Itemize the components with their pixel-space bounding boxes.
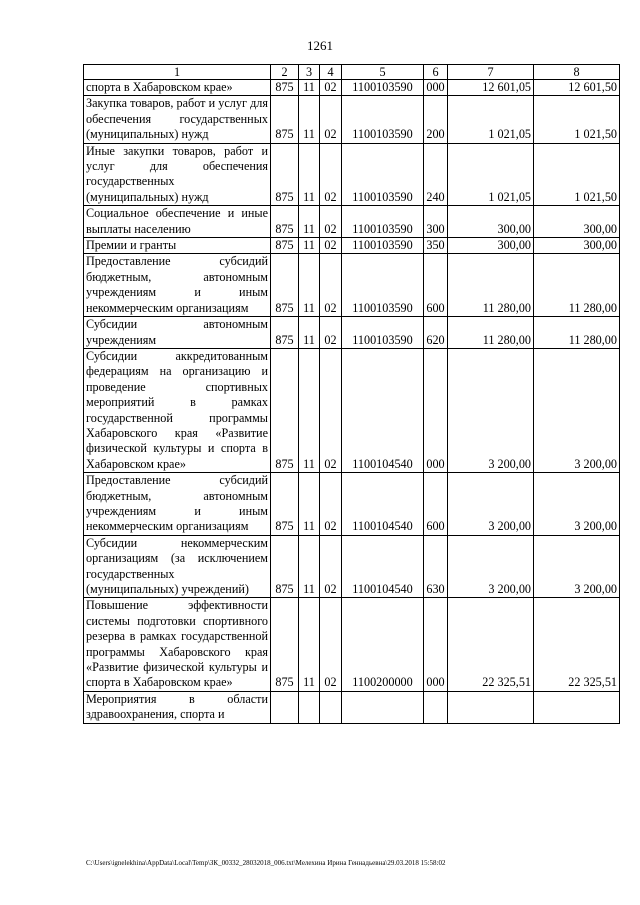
expense-type-cell: 300 [424,206,448,238]
row-name-cell: спорта в Хабаровском крае» [84,80,271,96]
column-header: 2 [271,65,299,80]
code-cell: 875 [271,238,299,254]
row-name-cell: Закупка товаров, работ и услуг для обеспечения государственных (муниципальных) нужд [84,96,271,143]
column-header: 6 [424,65,448,80]
code-cell: 875 [271,254,299,317]
amount-cell: 3 200,00 [448,473,534,536]
code-cell: 875 [271,80,299,96]
amount-cell: 1 021,50 [534,143,620,206]
amount-cell: 300,00 [448,206,534,238]
section-cell: 11 [299,254,320,317]
expense-type-cell: 000 [424,348,448,472]
table-row [84,96,620,143]
target-article-cell: 1100103590 [342,238,424,254]
expense-type-cell: 620 [424,317,448,349]
amount-cell: 11 280,00 [534,317,620,349]
amount-cell: 300,00 [448,238,534,254]
column-header: 1 [84,65,271,80]
amount-cell: 1 021,05 [448,96,534,143]
subsection-cell: 02 [320,473,342,536]
target-article-cell: 1100103590 [342,254,424,317]
subsection-cell: 02 [320,238,342,254]
table-row [84,535,620,598]
target-article-cell: 1100103590 [342,206,424,238]
amount-cell: 300,00 [534,238,620,254]
row-name-cell: Предоставление субсидий бюджетным, автономным учреждениям и иным некоммерческим организациям [84,254,271,317]
amount-cell: 1 021,05 [448,143,534,206]
page-number: 1261 [307,38,333,53]
table-row [84,598,620,691]
expense-type-cell: 600 [424,254,448,317]
subsection-cell: 02 [320,348,342,472]
table-row [84,317,620,349]
amount-cell: 3 200,00 [534,348,620,472]
code-cell: 875 [271,317,299,349]
section-cell: 11 [299,348,320,472]
subsection-cell: 02 [320,317,342,349]
header-row [84,65,620,80]
code-cell [271,691,299,723]
row-name-cell: Субсидии некоммерческим организациям (за исключением государственных (муниципальных) учреждений) [84,535,271,598]
table-row [84,238,620,254]
table-row [84,80,620,96]
code-cell: 875 [271,143,299,206]
subsection-cell [320,691,342,723]
target-article-cell: 1100103590 [342,317,424,349]
amount-cell [448,691,534,723]
section-cell: 11 [299,535,320,598]
table-row [84,473,620,536]
expense-type-cell: 630 [424,535,448,598]
column-header: 7 [448,65,534,80]
code-cell: 875 [271,473,299,536]
file-path-footer: C:\Users\ignelekhina\AppData\Local\Temp\ЗК_00332_28032018_006.txt\Мелехина Ирина Геннадьевна\29.03.2018 15:58:02 [86,859,446,867]
column-header: 4 [320,65,342,80]
amount-cell: 12 601,05 [448,80,534,96]
amount-cell: 3 200,00 [448,535,534,598]
expense-type-cell: 200 [424,96,448,143]
subsection-cell: 02 [320,143,342,206]
table-row [84,348,620,472]
row-name-cell: Иные закупки товаров, работ и услуг для обеспечения государственных (муниципальных) нужд [84,143,271,206]
expense-type-cell: 240 [424,143,448,206]
row-name-cell: Социальное обеспечение и иные выплаты населению [84,206,271,238]
expense-type-cell: 000 [424,598,448,691]
section-cell: 11 [299,238,320,254]
target-article-cell: 1100104540 [342,473,424,536]
amount-cell: 3 200,00 [534,473,620,536]
target-article-cell: 1100103590 [342,80,424,96]
target-article-cell: 1100104540 [342,348,424,472]
column-header: 8 [534,65,620,80]
amount-cell: 22 325,51 [448,598,534,691]
amount-cell [534,691,620,723]
subsection-cell: 02 [320,598,342,691]
budget-table [83,64,620,724]
amount-cell: 11 280,00 [534,254,620,317]
expense-type-cell: 000 [424,80,448,96]
table-row [84,206,620,238]
amount-cell: 3 200,00 [534,535,620,598]
section-cell: 11 [299,80,320,96]
expense-type-cell: 350 [424,238,448,254]
table-row [84,143,620,206]
row-name-cell: Субсидии автономным учреждениям [84,317,271,349]
amount-cell: 11 280,00 [448,317,534,349]
row-name-cell: Мероприятия в области здравоохранения, спорта и [84,691,271,723]
row-name-cell: Субсидии аккредитованным федерациям на организацию и проведение спортивных мероприятий в рамках государственной программы Хабаровского края «Развитие физической культуры и спорта в Хабаровском крае» [84,348,271,472]
section-cell [299,691,320,723]
column-header: 5 [342,65,424,80]
amount-cell: 11 280,00 [448,254,534,317]
code-cell: 875 [271,598,299,691]
target-article-cell: 1100200000 [342,598,424,691]
code-cell: 875 [271,348,299,472]
target-article-cell: 1100103590 [342,143,424,206]
section-cell: 11 [299,317,320,349]
table-body [84,65,620,724]
expense-type-cell: 600 [424,473,448,536]
amount-cell: 12 601,50 [534,80,620,96]
target-article-cell: 1100104540 [342,535,424,598]
amount-cell: 3 200,00 [448,348,534,472]
subsection-cell: 02 [320,254,342,317]
section-cell: 11 [299,473,320,536]
column-header: 3 [299,65,320,80]
row-name-cell: Предоставление субсидий бюджетным, автономным учреждениям и иным некоммерческим организациям [84,473,271,536]
row-name-cell: Повышение эффективности системы подготовки спортивного резерва в рамках государственной программы Хабаровского края «Развитие физической культуры и спорта в Хабаровском крае» [84,598,271,691]
section-cell: 11 [299,143,320,206]
subsection-cell: 02 [320,206,342,238]
subsection-cell: 02 [320,96,342,143]
row-name-cell: Премии и гранты [84,238,271,254]
amount-cell: 300,00 [534,206,620,238]
code-cell: 875 [271,96,299,143]
table-row [84,691,620,723]
section-cell: 11 [299,598,320,691]
subsection-cell: 02 [320,80,342,96]
section-cell: 11 [299,206,320,238]
amount-cell: 22 325,51 [534,598,620,691]
code-cell: 875 [271,535,299,598]
section-cell: 11 [299,96,320,143]
table-row [84,254,620,317]
amount-cell: 1 021,50 [534,96,620,143]
target-article-cell [342,691,424,723]
target-article-cell: 1100103590 [342,96,424,143]
expense-type-cell [424,691,448,723]
code-cell: 875 [271,206,299,238]
subsection-cell: 02 [320,535,342,598]
